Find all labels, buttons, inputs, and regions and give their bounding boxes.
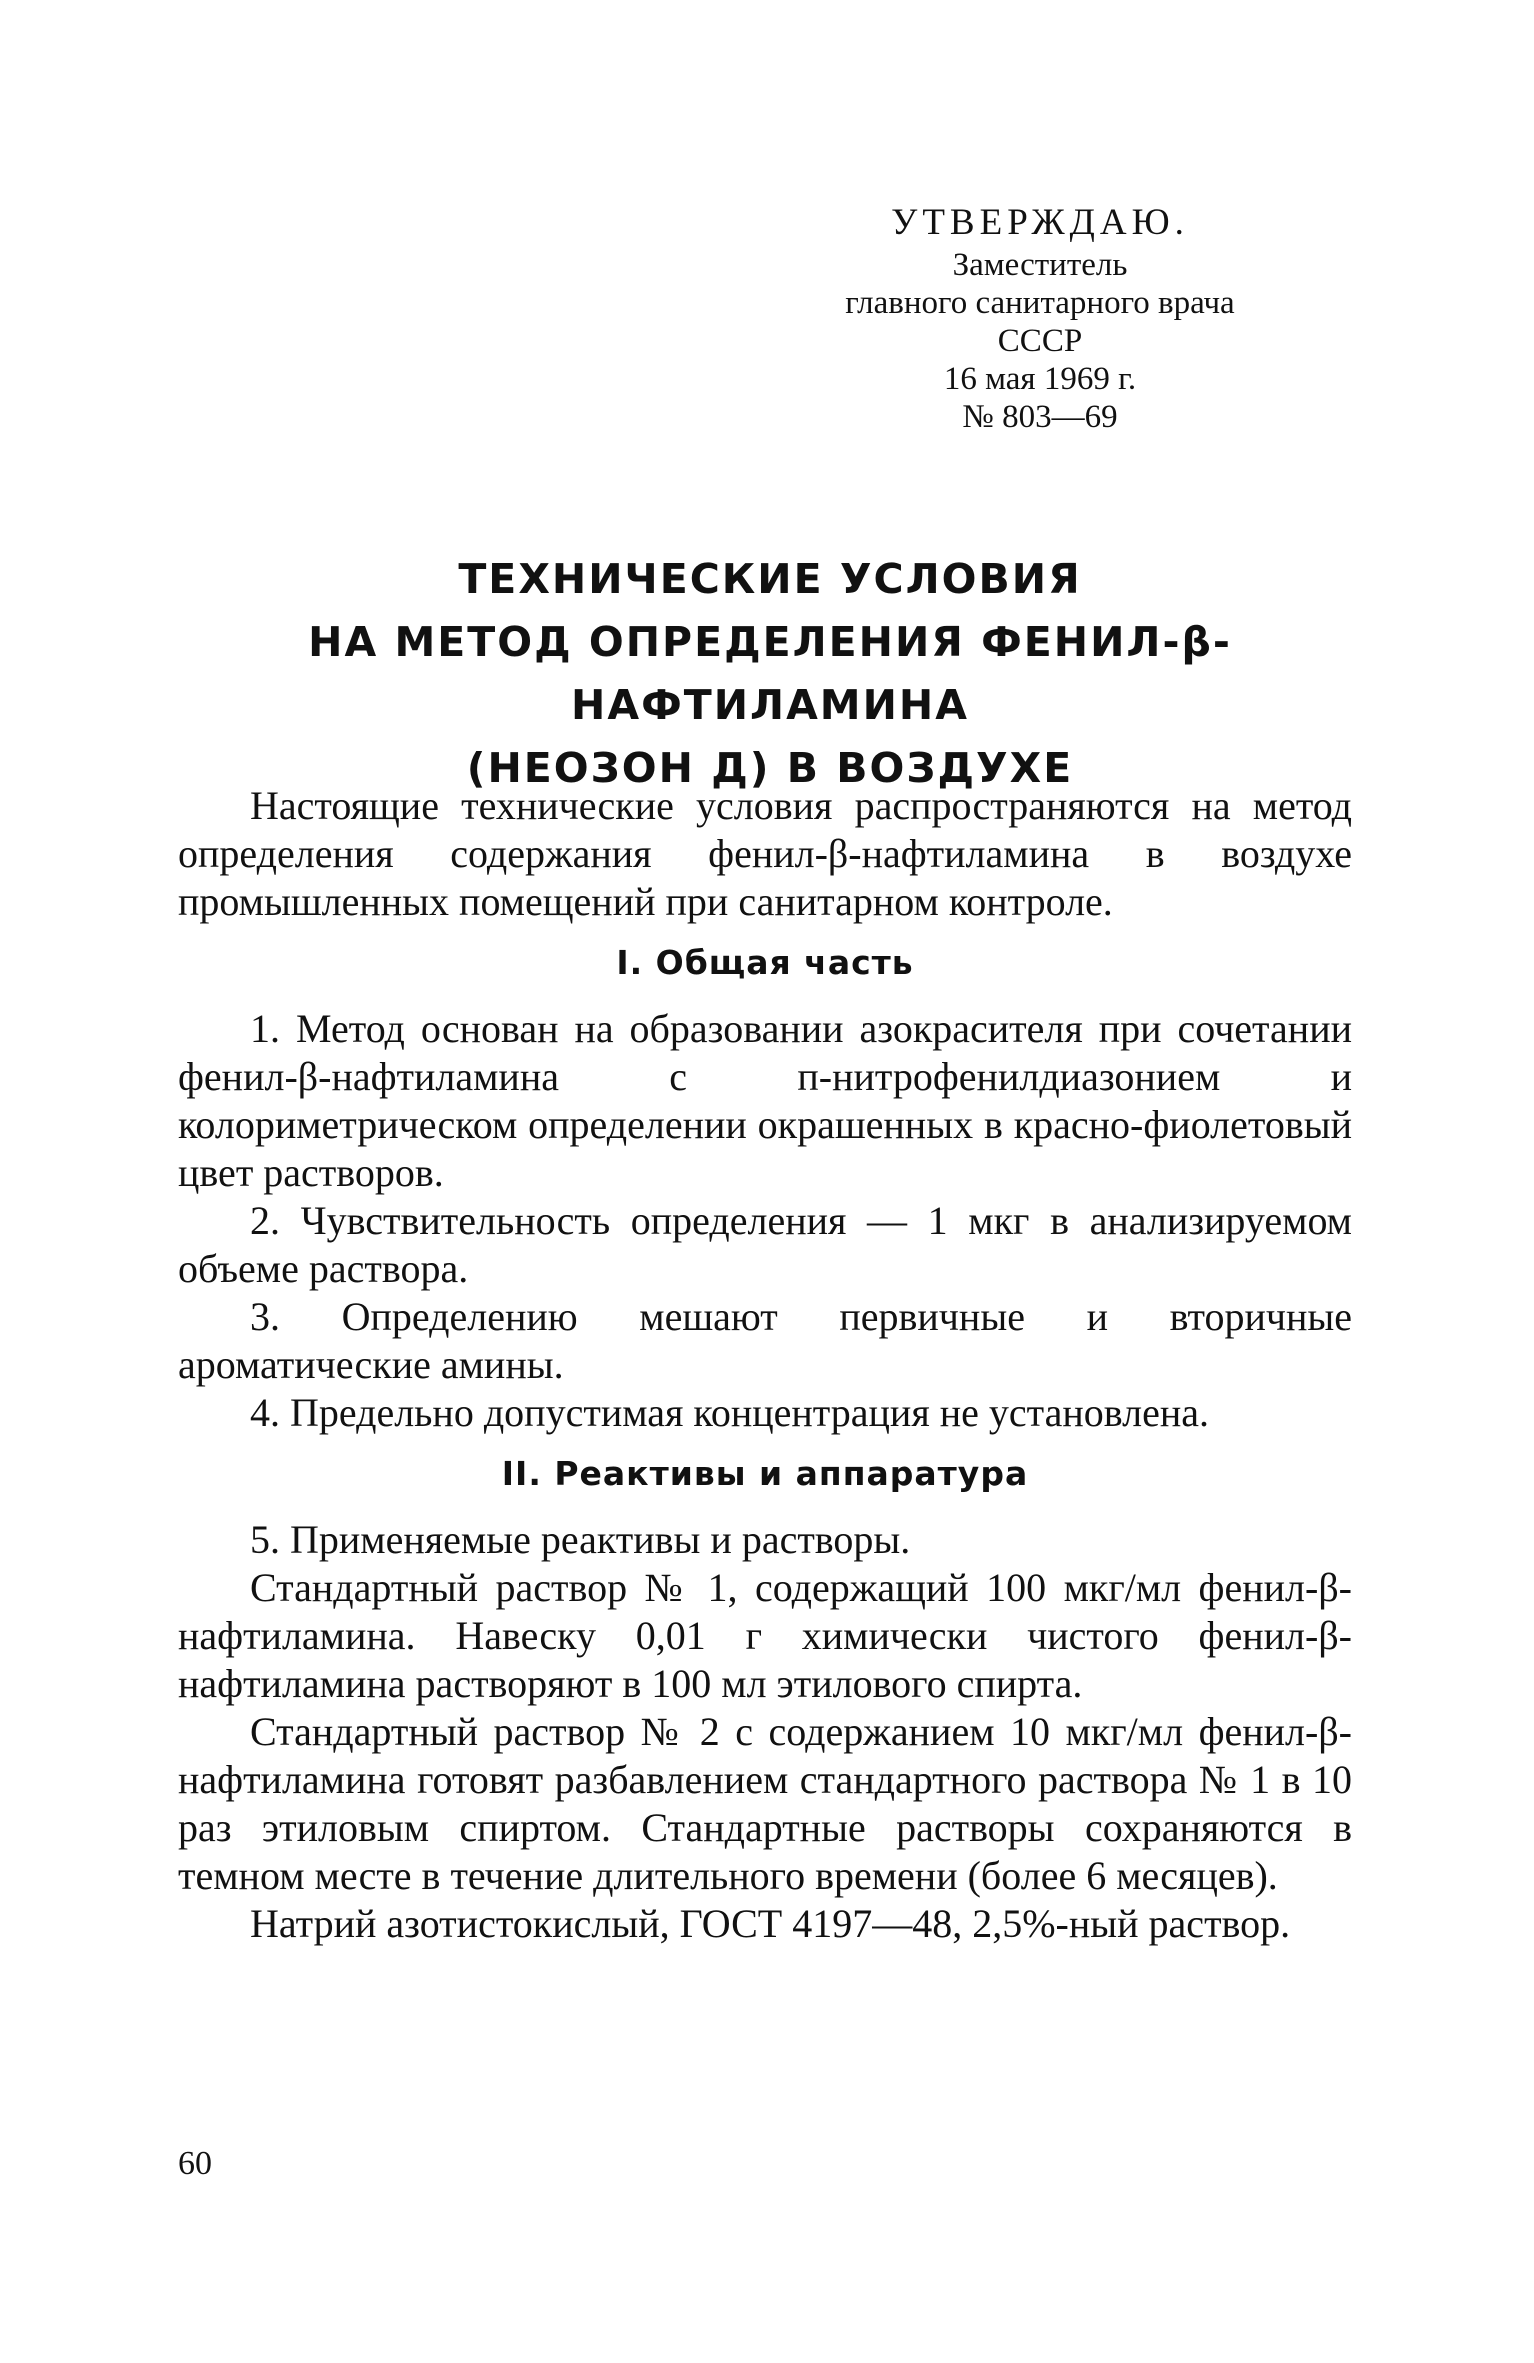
page-number: 60	[178, 2145, 212, 2182]
approval-position-cont: главного санитарного врача	[845, 285, 1235, 321]
approval-position: Заместитель	[952, 247, 1128, 283]
clause-5: 5. Применяемые реактивы и растворы.	[250, 1517, 911, 1562]
clause-3: 3. Определению мешают первичные и вторичные ароматические амины.	[178, 1294, 1352, 1387]
section-heading-general: I. Общая часть	[616, 943, 914, 982]
standard-solution-2: Стандартный раствор № 2 с содержанием 10 мкг/мл фенил-β-нафтиламина готовят разбавлением стандартного раствора № 1 в 10 раз этиловым спиртом. Стандартные растворы сохраняются в темном месте в течение длительного времени (более 6 месяцев).	[178, 1709, 1352, 1898]
title-line: ТЕХНИЧЕСКИЕ УСЛОВИЯ	[458, 555, 1082, 603]
clause-2: 2. Чувствительность определения — 1 мкг в анализируемом объеме раствора.	[178, 1198, 1352, 1291]
title-line: НА МЕТОД ОПРЕДЕЛЕНИЯ ФЕНИЛ-β-	[308, 618, 1232, 666]
clause-4: 4. Предельно допустимая концентрация не установлена.	[250, 1390, 1210, 1435]
title-line: (НЕОЗОН Д) В ВОЗДУХЕ	[466, 744, 1074, 792]
sodium-nitrite-solution: Натрий азотистокислый, ГОСТ 4197—48, 2,5%-ный раствор.	[250, 1901, 1291, 1946]
title-line: НАФТИЛАМИНА	[571, 681, 969, 729]
standard-solution-1: Стандартный раствор № 1, содержащий 100 мкг/мл фенил-β-нафтиламина. Навеску 0,01 г химически чистого фенил-β-нафтиламина растворяют в 100 мл этилового спирта.	[178, 1565, 1352, 1706]
section-heading-reagents: II. Реактивы и аппаратура	[501, 1454, 1029, 1493]
approval-heading: УТВЕРЖДАЮ.	[891, 202, 1189, 243]
document-title	[170, 548, 1370, 800]
approval-block	[760, 200, 1320, 436]
intro-paragraph: Настоящие технические условия распространяются на метод определения содержания фенил-β-нафтиламина в воздухе промышленных помещений при санитарном контроле.	[178, 783, 1352, 924]
approval-country: СССР	[997, 323, 1083, 359]
approval-date: 16 мая 1969 г.	[943, 361, 1137, 397]
document-body	[178, 782, 1352, 1948]
approval-number: № 803—69	[962, 399, 1118, 435]
clause-1: 1. Метод основан на образовании азокрасителя при сочетании фенил-β-нафтиламина с п-нитрофенилдиазонием и колориметрическом определении окрашенных в красно-фиолетовый цвет растворов.	[178, 1006, 1352, 1195]
